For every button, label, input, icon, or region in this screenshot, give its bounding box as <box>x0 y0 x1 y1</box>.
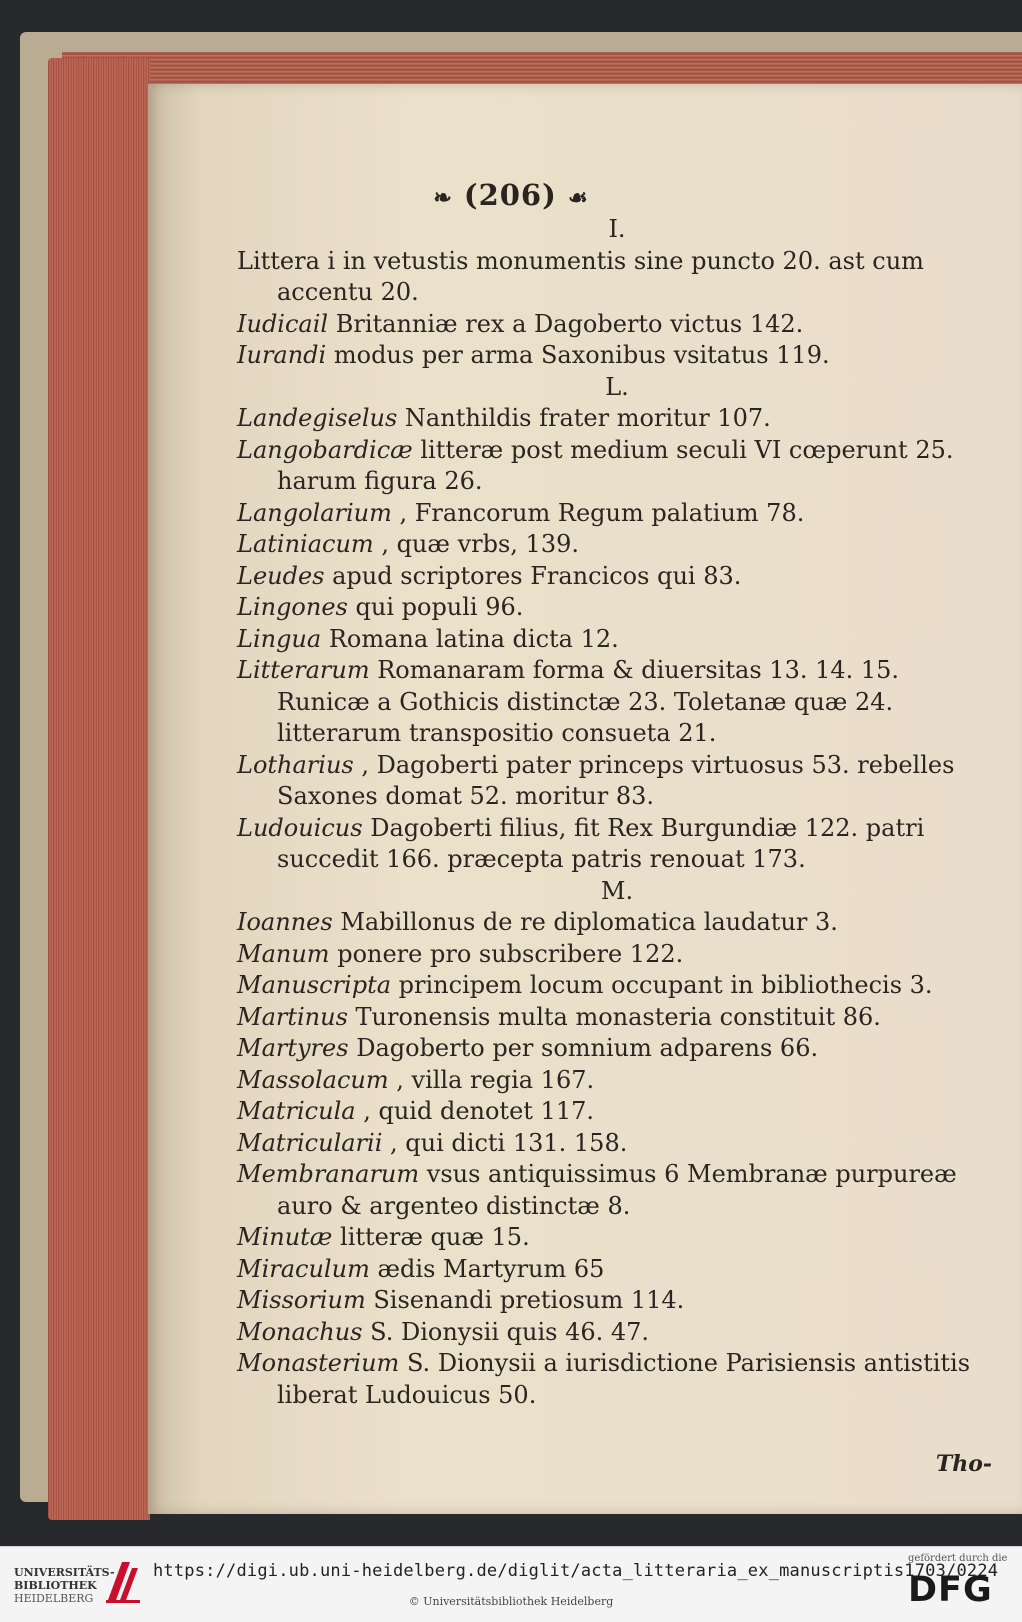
entry-head: Minutæ <box>237 1223 333 1251</box>
entry-head: Monachus <box>237 1317 363 1346</box>
library-name-line1: UNIVERSITÄTS- <box>14 1566 115 1579</box>
entry-text: qui populi 96. <box>355 593 524 621</box>
index-entry <box>237 624 997 656</box>
library-name-line2: BIBLIOTHEK <box>14 1579 97 1592</box>
entry-head: Ioannes <box>237 908 333 936</box>
index-entry <box>237 1317 997 1349</box>
page-url-link[interactable]: https://digi.ub.uni-heidelberg.de/diglit/acta_litteraria_ex_manuscriptis1703/0224 <box>153 1561 999 1581</box>
index-entry <box>237 340 997 372</box>
page-header <box>0 178 1022 212</box>
entry-head: Langolarium <box>237 498 392 527</box>
entry-text: litteræ quæ 15. <box>340 1223 530 1251</box>
dfg-logo[interactable]: DFG <box>908 1570 993 1610</box>
index-entry <box>237 561 997 593</box>
index-entry <box>237 1033 997 1065</box>
index-entry <box>237 498 997 530</box>
entry-text: S. Dionysii a iurisdictione Parisiensis antistitis liberat Ludouicus 50. <box>277 1349 971 1409</box>
entry-head: Lingones <box>237 593 348 621</box>
section-letter: L. <box>605 372 629 401</box>
catchword: Tho- <box>935 1451 992 1477</box>
index-entry <box>237 750 997 813</box>
entry-head: Ludouicus <box>237 813 363 842</box>
entry-head: Manuscripta <box>237 971 392 999</box>
page-block-top-edge <box>62 52 1022 86</box>
entry-head: Landegiselus <box>237 404 398 432</box>
entry-head: Matricularii <box>237 1128 383 1157</box>
entry-head: Martinus <box>237 1002 348 1031</box>
entry-text: ponere pro subscribere 122. <box>337 939 684 968</box>
index-entry <box>237 403 997 435</box>
entry-text: Nanthildis frater moritur 107. <box>404 404 771 432</box>
index-entry <box>237 655 997 750</box>
library-name-line3: HEIDELBERG <box>14 1592 94 1605</box>
index-entry <box>237 939 997 971</box>
index-entry <box>237 1348 997 1411</box>
index-entry <box>237 970 997 1002</box>
entry-text: , qui dicti 131. 158. <box>390 1128 628 1157</box>
right-ornament-icon: ☙ <box>567 185 589 211</box>
section-letter: M. <box>600 876 634 905</box>
entry-text: vsus antiquissimus 6 Membranæ purpureæ auro & argenteo distinctæ 8. <box>277 1160 957 1220</box>
entry-text: Romana latina dicta 12. <box>328 624 619 653</box>
entry-text: , Dagoberti pater princeps virtuosus 53. rebelles Saxones domat 52. moritur 83. <box>277 750 955 810</box>
index-entry <box>237 309 997 341</box>
entry-text: Dagoberto per somnium adparens 66. <box>356 1034 819 1062</box>
index-entry <box>237 435 997 498</box>
entry-text: , Francorum Regum palatium 78. <box>399 498 805 527</box>
entry-text: , quæ vrbs, 139. <box>381 530 579 558</box>
entry-head: Matricula <box>237 1097 356 1125</box>
index-entry <box>237 592 997 624</box>
entry-text: apud scriptores Francicos qui 83. <box>332 561 742 590</box>
index-entry <box>237 1285 997 1317</box>
entry-text: , quid denotet 117. <box>363 1097 594 1125</box>
index-entry <box>237 1254 997 1286</box>
entry-text: litteræ post medium seculi VI cœperunt 25. harum figura 26. <box>277 435 954 495</box>
index-entry <box>237 529 997 561</box>
entry-head: Martyres <box>237 1034 349 1062</box>
section-letter: I. <box>608 215 626 243</box>
index-entry <box>237 813 997 876</box>
entry-head: Langobardicæ <box>237 435 413 464</box>
entry-head: Lotharius <box>237 750 354 779</box>
entry-head: Membranarum <box>237 1160 420 1188</box>
index-entry <box>237 246 997 309</box>
entry-text: Sisenandi pretiosum 114. <box>373 1286 685 1314</box>
entry-head: Monasterium <box>237 1349 400 1377</box>
entry-head: Miraculum <box>237 1254 370 1283</box>
entry-head: Massolacum <box>237 1065 389 1094</box>
entry-head: Missorium <box>237 1286 366 1314</box>
index-entry <box>237 1222 997 1254</box>
entry-text: ædis Martyrum 65 <box>377 1254 605 1283</box>
index-entry <box>237 1096 997 1128</box>
entry-text: Turonensis multa monasteria constituit 86. <box>355 1002 881 1031</box>
entry-head: Iurandi <box>237 341 327 369</box>
entry-text: Littera i in vetustis monumentis sine puncto 20. ast cum accentu 20. <box>237 246 924 306</box>
left-ornament-icon: ❧ <box>433 185 453 211</box>
entry-text: S. Dionysii quis 46. 47. <box>370 1317 650 1346</box>
index-entry <box>237 907 997 939</box>
entry-text: Britanniæ rex a Dagoberto victus 142. <box>335 309 804 338</box>
entry-text: modus per arma Saxonibus vsitatus 119. <box>333 341 830 369</box>
page-block-red-edge <box>48 58 150 1520</box>
index-entry <box>237 1128 997 1160</box>
entry-text: , villa regia 167. <box>396 1065 595 1094</box>
entry-text: principem locum occupant in bibliothecis 3. <box>398 971 933 999</box>
copyright-notice: © Universitätsbibliothek Heidelberg <box>408 1595 614 1608</box>
index-entry <box>237 1065 997 1097</box>
index-text <box>237 214 997 1411</box>
viewer-footer <box>0 1546 1022 1622</box>
page-number: (206) <box>463 178 557 212</box>
funding-note: gefördert durch die <box>908 1553 1008 1564</box>
index-entry <box>237 1002 997 1034</box>
entry-head: Manum <box>237 939 330 968</box>
entry-head: Leudes <box>237 561 325 590</box>
entry-text: Dagoberti filius, fit Rex Burgundiæ 122. patri succedit 166. præcepta patris renouat 173. <box>277 813 925 873</box>
entry-text: Romanaram forma & diuersitas 13. 14. 15. Runicæ a Gothicis distinctæ 23. Toletanæ quæ 24. litterarum transpositio consueta 21. <box>277 656 900 747</box>
entry-head: Iudicail <box>237 309 329 338</box>
entry-head: Lingua <box>237 624 322 653</box>
entry-head: Litterarum <box>237 656 370 684</box>
index-entry <box>237 1159 997 1222</box>
entry-text: Mabillonus de re diplomatica laudatur 3. <box>340 908 838 936</box>
entry-head: Latiniacum <box>237 530 374 558</box>
